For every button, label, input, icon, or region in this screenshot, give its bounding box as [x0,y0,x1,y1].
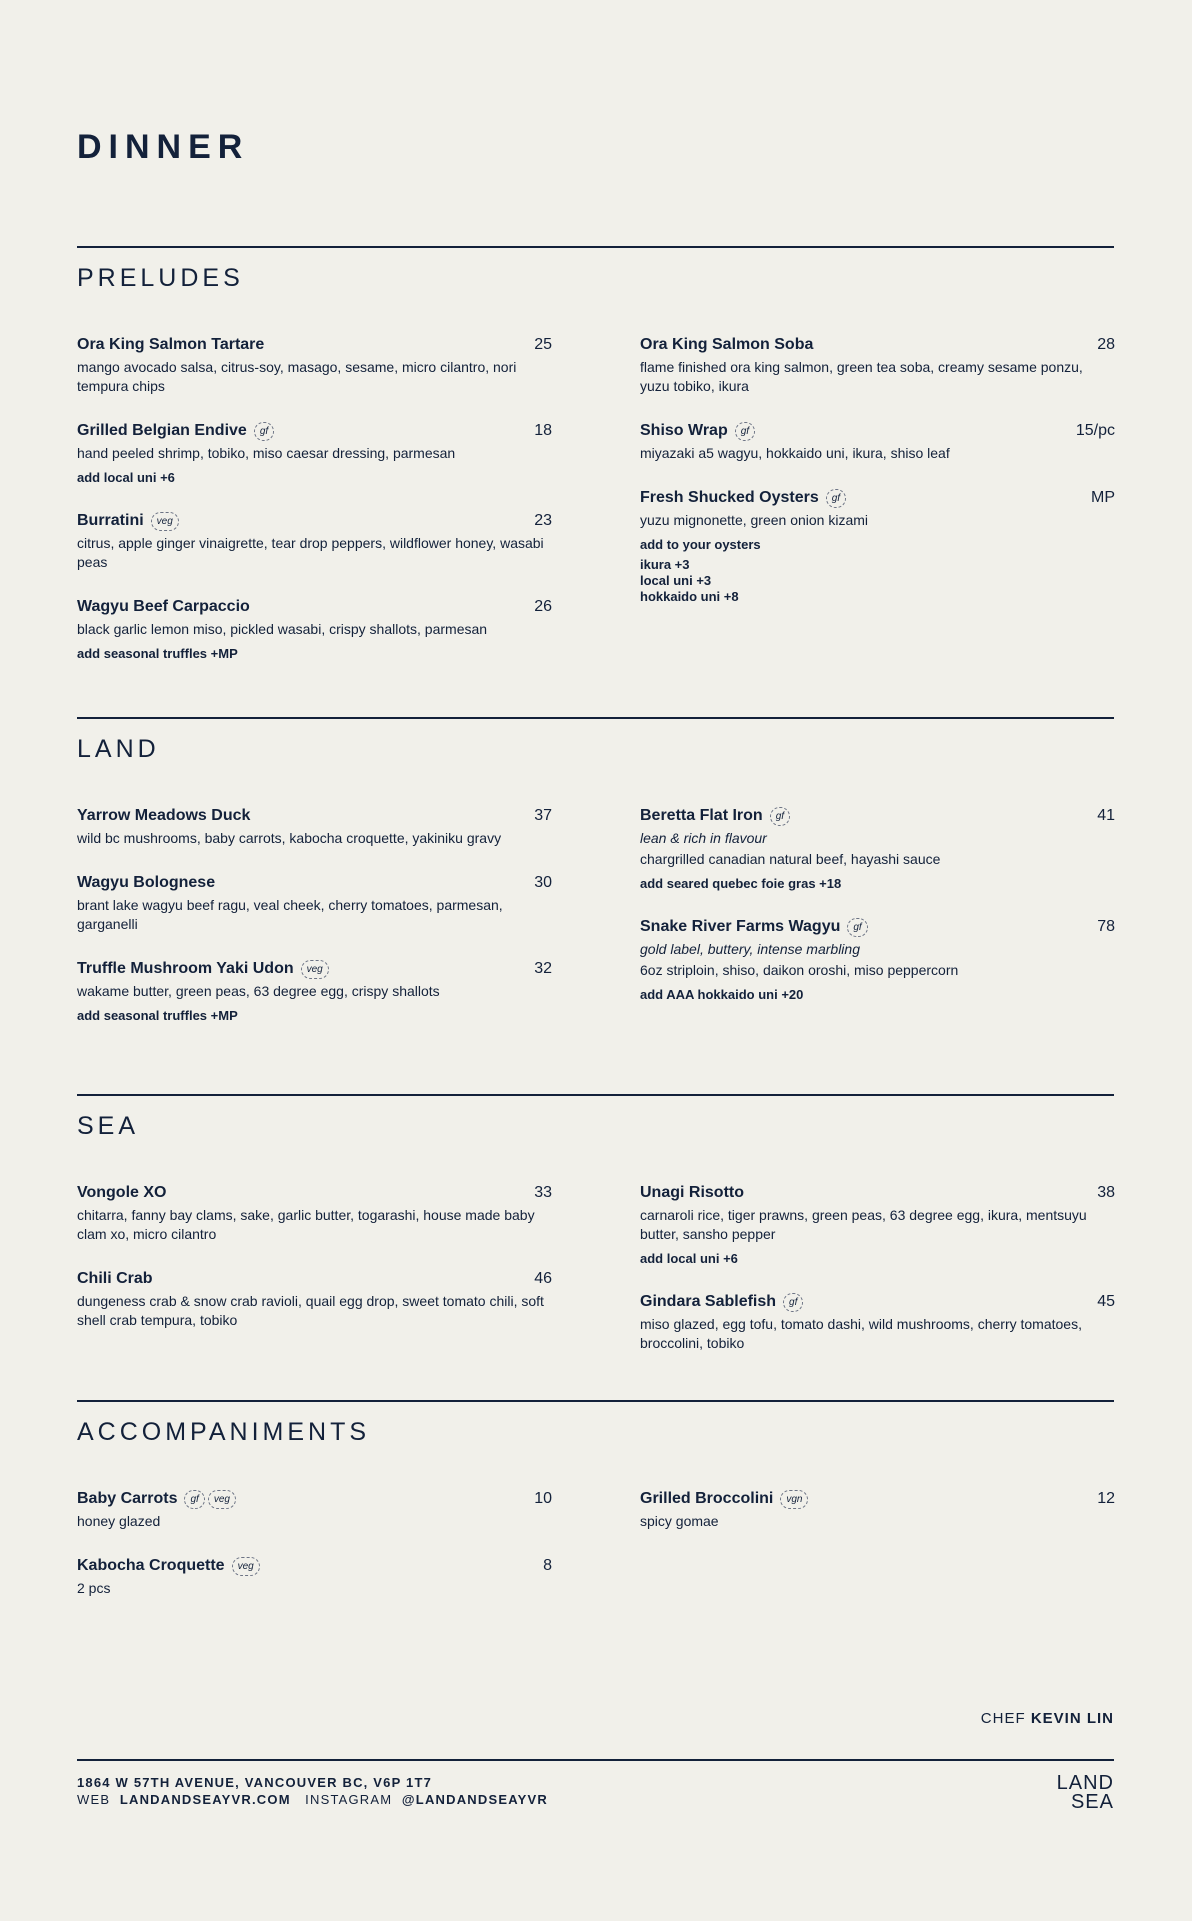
diet-badge: veg [208,1490,236,1509]
item-name: Ora King Salmon Soba [640,336,814,353]
diet-badge: gf [783,1293,803,1312]
menu-item [77,1268,552,1330]
item-description: citrus, apple ginger vinaigrette, tear drop peppers, wildflower honey, wasabi peas [77,535,544,570]
menu-item [640,420,1115,463]
chef-name: KEVIN LIN [1030,1710,1114,1727]
item-description: carnaroli rice, tiger prawns, green peas, 63 degree egg, ikura, mentsuyu butter, sansho pepper [640,1207,1087,1242]
page-title: DINNER [77,128,250,166]
footer-address: 1864 W 57TH AVENUE, VANCOUVER BC, V6P 1T7 [77,1775,433,1790]
menu-item [77,1555,552,1598]
item-name: Gindara Sablefish [640,1293,777,1310]
footer-contact [77,1791,548,1808]
column-left [77,334,552,686]
diet-badge: gf [847,918,867,937]
item-price: 15/pc [1075,422,1115,439]
item-price: 41 [1097,807,1115,824]
menu-item [77,958,552,1024]
column-left [77,805,552,1048]
footer-info [77,1774,548,1808]
addon-list [640,557,1115,605]
section-accompaniments [77,1400,1115,1596]
item-name: Yarrow Meadows Duck [77,807,251,824]
item-description: brant lake wagyu beef ragu, veal cheek, cherry tomatoes, parmesan, garganelli [77,897,503,932]
item-description: yuzu mignonette, green onion kizami [640,512,869,528]
item-name: Ora King Salmon Tartare [77,336,265,353]
column-right [640,805,1115,1027]
column-right [640,334,1115,629]
menu-item [77,420,552,486]
item-price: 18 [534,422,552,439]
item-name: Snake River Farms Wagyu [640,918,841,935]
item-name: Wagyu Bolognese [77,874,216,891]
menu-item [640,487,1115,605]
item-addon: add local uni +6 [640,1251,738,1266]
item-price: 12 [1097,1490,1115,1507]
item-price: 46 [534,1270,552,1287]
menu-item [640,334,1115,396]
item-description: honey glazed [77,1513,161,1529]
logo-word-land: LAND [1056,1772,1114,1794]
item-addon: add seasonal truffles +MP [77,646,238,661]
item-description: 2 pcs [77,1580,111,1596]
item-addon: add seasonal truffles +MP [77,1008,238,1023]
menu-item [640,916,1115,1003]
diet-badge: veg [301,960,329,979]
item-description: dungeness crab & snow crab ravioli, quail egg drop, sweet tomato chili, soft shell crab tempura, tobiko [77,1293,544,1328]
item-description: 6oz striploin, shiso, daikon oroshi, miso peppercorn [640,962,959,978]
item-price: 33 [534,1184,552,1201]
item-name: Beretta Flat Iron [640,807,763,824]
item-name: Unagi Risotto [640,1184,744,1201]
item-name: Burratini [77,512,144,529]
item-description: wakame butter, green peas, 63 degree egg, crispy shallots [77,983,440,999]
diet-badge: gf [254,422,274,441]
item-description: spicy gomae [640,1513,719,1529]
diet-badge: gf [184,1490,204,1509]
item-price: 10 [534,1490,552,1507]
column-left [77,1488,552,1622]
menu-item [640,1291,1115,1353]
addon-option: local uni +3 [640,573,712,588]
item-description: mango avocado salsa, citrus-soy, masago, sesame, micro cilantro, nori tempura chips [77,359,517,394]
item-tagline: lean & rich in flavour [640,830,767,846]
item-name: Truffle Mushroom Yaki Udon [77,960,294,977]
item-price: 23 [534,512,552,529]
item-addon: add seared quebec foie gras +18 [640,876,842,891]
diet-badge: vgn [780,1490,808,1509]
item-description: chitarra, fanny bay clams, sake, garlic butter, togarashi, house made baby clam xo, micro cilantro [77,1207,535,1242]
item-addon: add local uni +6 [77,470,175,485]
menu-item [77,510,552,572]
menu-item [640,1182,1115,1267]
diet-badge: gf [770,807,790,826]
chef-prefix: CHEF [980,1710,1026,1727]
item-name: Vongole XO [77,1184,167,1201]
item-description: chargrilled canadian natural beef, hayashi sauce [640,851,941,867]
item-name: Grilled Broccolini [640,1490,774,1507]
addon-option: hokkaido uni +8 [640,589,739,604]
web-label: WEB [77,1792,111,1807]
menu-item [640,805,1115,892]
item-description: wild bc mushrooms, baby carrots, kabocha croquette, yakiniku gravy [77,830,502,846]
chef-credit [981,1710,1114,1727]
item-addon: add AAA hokkaido uni +20 [640,987,804,1002]
diet-badge: gf [826,489,846,508]
item-price: MP [1091,489,1115,506]
diet-badge: gf [735,422,755,441]
column-left [77,1182,552,1354]
column-right [640,1488,1115,1555]
instagram-link[interactable]: @LANDANDSEAYVR [401,1792,548,1807]
item-name: Grilled Belgian Endive [77,422,247,439]
menu-item [77,334,552,396]
column-right [640,1182,1115,1377]
logo-word-sea: SEA [1070,1791,1114,1813]
menu-item [77,1488,552,1531]
item-price: 8 [543,1557,552,1574]
item-price: 45 [1097,1293,1115,1310]
diet-badge: veg [151,512,179,531]
menu-item [77,805,552,848]
item-price: 28 [1097,336,1115,353]
menu-page [77,0,1114,1921]
land-and-sea-logo [1052,1773,1114,1813]
item-name: Baby Carrots [77,1490,178,1507]
item-addon: add to your oysters [640,537,761,552]
section-title: ACCOMPANIMENTS [77,1418,371,1446]
item-name: Fresh Shucked Oysters [640,489,819,506]
item-name: Shiso Wrap [640,422,728,439]
footer-divider [77,1759,1114,1761]
section-land [77,717,1115,1023]
item-price: 25 [534,336,552,353]
menu-item [77,872,552,934]
item-name: Chili Crab [77,1270,153,1287]
section-title: PRELUDES [77,264,244,292]
menu-item [640,1488,1115,1531]
item-price: 78 [1097,918,1115,935]
section-sea [77,1094,1115,1351]
item-price: 26 [534,598,552,615]
item-description: miso glazed, egg tofu, tomato dashi, wild mushrooms, cherry tomatoes, broccolini, tobiko [640,1316,1082,1351]
item-tagline: gold label, buttery, intense marbling [640,941,860,957]
instagram-label: INSTAGRAM [305,1792,393,1807]
website-link[interactable]: LANDANDSEAYVR.COM [119,1792,291,1807]
section-title: LAND [77,735,160,763]
section-title: SEA [77,1112,140,1140]
item-description: flame finished ora king salmon, green tea soba, creamy sesame ponzu, yuzu tobiko, ikura [640,359,1083,394]
item-name: Wagyu Beef Carpaccio [77,598,250,615]
item-price: 30 [534,874,552,891]
item-description: miyazaki a5 wagyu, hokkaido uni, ikura, shiso leaf [640,445,950,461]
menu-item [77,596,552,662]
addon-option: ikura +3 [640,557,690,572]
diet-badge: veg [232,1557,260,1576]
item-price: 38 [1097,1184,1115,1201]
item-name: Kabocha Croquette [77,1557,225,1574]
menu-item [77,1182,552,1244]
item-description: black garlic lemon miso, pickled wasabi, crispy shallots, parmesan [77,621,488,637]
section-preludes [77,246,1115,661]
item-description: hand peeled shrimp, tobiko, miso caesar dressing, parmesan [77,445,456,461]
item-price: 32 [534,960,552,977]
item-price: 37 [534,807,552,824]
